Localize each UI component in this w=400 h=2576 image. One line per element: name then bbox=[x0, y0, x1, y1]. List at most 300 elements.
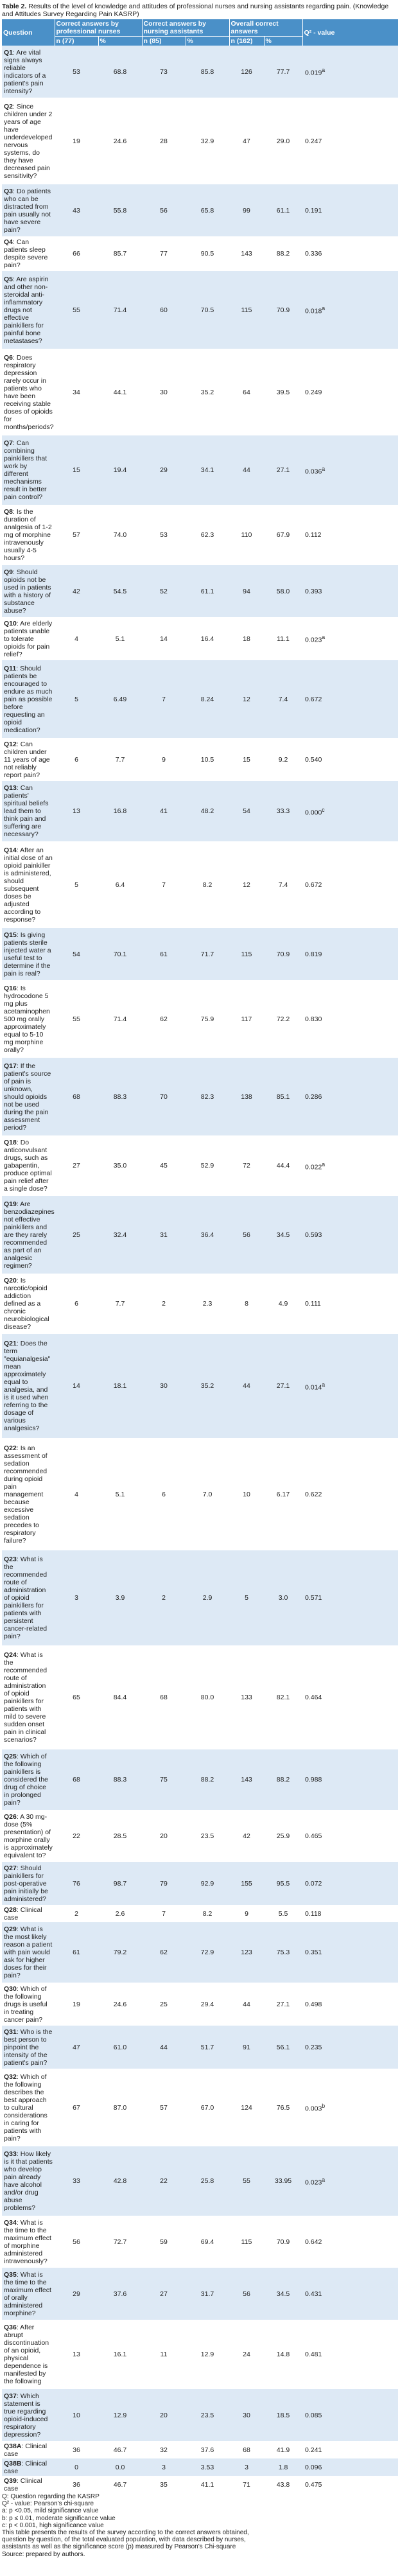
question-text: : Do anticonvulsant drugs, such as gabapentin, produce optimal pain relief after a single dose? bbox=[4, 1139, 52, 1193]
overall-pct-cell: 29.0 bbox=[264, 98, 302, 184]
assistants-n-cell: 2 bbox=[142, 1550, 186, 1645]
nurses-pct-cell: 85.7 bbox=[98, 236, 142, 271]
assistants-n-cell: 30 bbox=[142, 349, 186, 435]
question-id: Q29 bbox=[4, 1925, 17, 1933]
assistants-n-cell: 32 bbox=[142, 2441, 186, 2458]
question-id: Q31 bbox=[4, 2028, 17, 2036]
question-cell bbox=[2, 660, 55, 738]
pvalue-cell bbox=[302, 435, 398, 505]
nurses-n-cell: 36 bbox=[55, 2476, 98, 2493]
overall-pct-cell: 88.2 bbox=[264, 1749, 302, 1810]
table-row bbox=[2, 565, 398, 617]
overall-pct-cell: 7.4 bbox=[264, 660, 302, 738]
question-id: Q1 bbox=[4, 48, 13, 57]
table-row bbox=[2, 1862, 398, 1905]
table-row bbox=[2, 738, 398, 781]
header-pct-overall: % bbox=[264, 37, 302, 46]
question-text: : Can patients' spiritual beliefs lead them to think pain and suffering are necessary? bbox=[4, 784, 49, 838]
question-id: Q10 bbox=[4, 619, 17, 627]
question-cell bbox=[2, 1438, 55, 1550]
nurses-n-cell: 68 bbox=[55, 1749, 98, 1810]
nurses-n-cell: 4 bbox=[55, 617, 98, 660]
nurses-n-cell: 19 bbox=[55, 1983, 98, 2026]
assistants-pct-cell: 62.3 bbox=[186, 505, 229, 565]
question-text: : Clinical case bbox=[4, 2442, 48, 2458]
nurses-pct-cell: 54.5 bbox=[98, 565, 142, 617]
table-row bbox=[2, 184, 398, 236]
assistants-n-cell: 31 bbox=[142, 1196, 186, 1274]
question-id: Q16 bbox=[4, 984, 17, 992]
pvalue-cell bbox=[302, 271, 398, 349]
overall-n-cell: 133 bbox=[229, 1645, 264, 1749]
question-text: : Can children under 11 years of age not reliably report pain? bbox=[4, 740, 50, 779]
assistants-n-cell: 56 bbox=[142, 184, 186, 236]
assistants-pct-cell: 34.1 bbox=[186, 435, 229, 505]
pvalue-cell bbox=[302, 505, 398, 565]
table-header bbox=[2, 19, 398, 46]
question-text: : After abrupt discontinuation of an opioid, physical dependence is manifested by the following bbox=[4, 2324, 49, 2385]
assistants-n-cell: 62 bbox=[142, 1922, 186, 1983]
assistants-pct-cell: 29.4 bbox=[186, 1983, 229, 2026]
pvalue-cell bbox=[302, 2216, 398, 2268]
header-n-nurses: n (77) bbox=[55, 37, 98, 46]
overall-pct-cell: 95.5 bbox=[264, 1862, 302, 1905]
overall-n-cell: 56 bbox=[229, 1196, 264, 1274]
significance-marker: a bbox=[322, 465, 326, 472]
nurses-pct-cell: 7.7 bbox=[98, 738, 142, 781]
nurses-n-cell: 56 bbox=[55, 2216, 98, 2268]
pvalue-cell bbox=[302, 349, 398, 435]
pvalue: 0.072 bbox=[305, 1879, 322, 1888]
nurses-pct-cell: 84.4 bbox=[98, 1645, 142, 1749]
overall-pct-cell: 67.9 bbox=[264, 505, 302, 565]
table-caption bbox=[2, 3, 398, 18]
question-text: : Is hydrocodone 5 mg plus acetaminophen 500 mg orally approximately equal to 5-10 mg morphine orally? bbox=[4, 984, 50, 1054]
nurses-n-cell: 5 bbox=[55, 841, 98, 928]
footnote: Source: prepared by authors. bbox=[2, 2550, 85, 2558]
question-text: : Is the duration of analgesia of 1-2 mg of morphine intravenously usually 4-5 hours? bbox=[4, 508, 52, 562]
table-row bbox=[2, 660, 398, 738]
table-row bbox=[2, 1983, 398, 2026]
pvalue-cell bbox=[302, 2146, 398, 2216]
table-row bbox=[2, 1550, 398, 1645]
question-id: Q25 bbox=[4, 1753, 17, 1760]
question-cell bbox=[2, 980, 55, 1058]
assistants-n-cell: 60 bbox=[142, 271, 186, 349]
question-cell bbox=[2, 781, 55, 841]
pvalue-cell bbox=[302, 2320, 398, 2389]
nurses-n-cell: 55 bbox=[55, 271, 98, 349]
assistants-pct-cell: 92.9 bbox=[186, 1862, 229, 1905]
assistants-n-cell: 68 bbox=[142, 1645, 186, 1749]
overall-pct-cell: 56.1 bbox=[264, 2026, 302, 2069]
footnote: b: p ≤ 0.01, moderate significance value bbox=[2, 2514, 116, 2522]
pvalue: 0.235 bbox=[305, 2043, 322, 2051]
assistants-pct-cell: 31.7 bbox=[186, 2268, 229, 2320]
pvalue-cell bbox=[302, 2389, 398, 2441]
nurses-pct-cell: 87.0 bbox=[98, 2069, 142, 2146]
table-row bbox=[2, 2476, 398, 2493]
pvalue: 0.241 bbox=[305, 2446, 322, 2454]
nurses-n-cell: 5 bbox=[55, 660, 98, 738]
assistants-n-cell: 45 bbox=[142, 1135, 186, 1196]
question-id: Q7 bbox=[4, 439, 13, 447]
overall-n-cell: 9 bbox=[229, 1905, 264, 1922]
question-id: Q35 bbox=[4, 2270, 17, 2279]
nurses-n-cell: 13 bbox=[55, 2320, 98, 2389]
pvalue-cell bbox=[302, 98, 398, 184]
assistants-pct-cell: 90.5 bbox=[186, 236, 229, 271]
overall-n-cell: 12 bbox=[229, 660, 264, 738]
nurses-n-cell: 6 bbox=[55, 738, 98, 781]
pvalue: 0.118 bbox=[305, 1909, 322, 1918]
question-id: Q23 bbox=[4, 1555, 17, 1563]
pvalue: 0.672 bbox=[305, 881, 322, 889]
overall-n-cell: 124 bbox=[229, 2069, 264, 2146]
overall-n-cell: 54 bbox=[229, 781, 264, 841]
nurses-pct-cell: 88.3 bbox=[98, 1058, 142, 1135]
pvalue: 0.023 bbox=[305, 2178, 322, 2187]
question-cell bbox=[2, 1922, 55, 1983]
pvalue-cell bbox=[302, 1058, 398, 1135]
pvalue: 0.481 bbox=[305, 2351, 322, 2358]
pvalue-cell bbox=[302, 781, 398, 841]
pvalue: 0.023 bbox=[305, 636, 322, 644]
question-text: : Clinical case bbox=[4, 2476, 42, 2493]
question-id: Q11 bbox=[4, 664, 17, 672]
nurses-n-cell: 27 bbox=[55, 1135, 98, 1196]
question-cell bbox=[2, 1334, 55, 1438]
pvalue: 0.431 bbox=[305, 2290, 322, 2298]
question-cell bbox=[2, 2476, 55, 2493]
pvalue: 0.336 bbox=[305, 250, 322, 258]
overall-n-cell: 44 bbox=[229, 435, 264, 505]
assistants-n-cell: 22 bbox=[142, 2146, 186, 2216]
assistants-pct-cell: 82.3 bbox=[186, 1058, 229, 1135]
assistants-n-cell: 53 bbox=[142, 505, 186, 565]
overall-n-cell: 3 bbox=[229, 2458, 264, 2476]
pvalue: 0.022 bbox=[305, 1163, 322, 1171]
question-text: : Clinical case bbox=[4, 2459, 48, 2475]
question-text: : Is giving patients sterile injected water a useful test to determine if the pain is real? bbox=[4, 931, 51, 977]
table-row bbox=[2, 1905, 398, 1922]
pvalue: 0.622 bbox=[305, 1490, 322, 1498]
question-text: : Can combining painkillers that work by different mechanisms result in better pain control? bbox=[4, 439, 48, 501]
nurses-pct-cell: 79.2 bbox=[98, 1922, 142, 1983]
overall-n-cell: 56 bbox=[229, 2268, 264, 2320]
nurses-n-cell: 0 bbox=[55, 2458, 98, 2476]
assistants-n-cell: 44 bbox=[142, 2026, 186, 2069]
question-cell bbox=[2, 565, 55, 617]
pvalue-cell bbox=[302, 1862, 398, 1905]
nurses-pct-cell: 98.7 bbox=[98, 1862, 142, 1905]
question-cell bbox=[2, 928, 55, 980]
nurses-pct-cell: 6.49 bbox=[98, 660, 142, 738]
assistants-n-cell: 7 bbox=[142, 841, 186, 928]
question-cell bbox=[2, 2026, 55, 2069]
pvalue: 0.475 bbox=[305, 2480, 322, 2489]
overall-n-cell: 15 bbox=[229, 738, 264, 781]
nurses-pct-cell: 6.4 bbox=[98, 841, 142, 928]
header-n-overall: n (162) bbox=[229, 37, 264, 46]
pvalue-cell bbox=[302, 617, 398, 660]
overall-n-cell: 99 bbox=[229, 184, 264, 236]
pvalue: 0.111 bbox=[305, 1300, 321, 1308]
overall-n-cell: 68 bbox=[229, 2441, 264, 2458]
nurses-pct-cell: 0.0 bbox=[98, 2458, 142, 2476]
overall-n-cell: 24 bbox=[229, 2320, 264, 2389]
overall-pct-cell: 88.2 bbox=[264, 236, 302, 271]
question-id: Q26 bbox=[4, 1812, 17, 1821]
table-row bbox=[2, 781, 398, 841]
pvalue: 0.819 bbox=[305, 950, 322, 958]
assistants-pct-cell: 67.0 bbox=[186, 2069, 229, 2146]
assistants-n-cell: 20 bbox=[142, 1810, 186, 1862]
question-cell bbox=[2, 1135, 55, 1196]
overall-n-cell: 47 bbox=[229, 98, 264, 184]
assistants-pct-cell: 8.2 bbox=[186, 841, 229, 928]
nurses-n-cell: 67 bbox=[55, 2069, 98, 2146]
pvalue-cell bbox=[302, 1196, 398, 1274]
question-text: : What is the time to the maximum effect of morphine administered intravenously? bbox=[4, 2218, 51, 2265]
question-id: Q9 bbox=[4, 568, 13, 576]
question-text: : Can patients sleep despite severe pain? bbox=[4, 238, 48, 269]
nurses-pct-cell: 70.1 bbox=[98, 928, 142, 980]
question-text: : Who is the best person to pinpoint the intensity of the patient's pain? bbox=[4, 2028, 53, 2067]
table-row bbox=[2, 2441, 398, 2458]
question-cell bbox=[2, 1905, 55, 1922]
pvalue: 0.286 bbox=[305, 1092, 322, 1101]
question-text: : Are vital signs always reliable indicators of a patient's pain intensity? bbox=[4, 48, 46, 95]
nurses-n-cell: 54 bbox=[55, 928, 98, 980]
assistants-pct-cell: 32.9 bbox=[186, 98, 229, 184]
table-row bbox=[2, 980, 398, 1058]
assistants-pct-cell: 12.9 bbox=[186, 2320, 229, 2389]
question-cell bbox=[2, 2146, 55, 2216]
nurses-n-cell: 4 bbox=[55, 1438, 98, 1550]
table-row bbox=[2, 1438, 398, 1550]
header-overall: Overall correct answers bbox=[229, 19, 302, 37]
table-row bbox=[2, 98, 398, 184]
table-row bbox=[2, 1196, 398, 1274]
table-body bbox=[2, 46, 398, 2493]
overall-n-cell: 138 bbox=[229, 1058, 264, 1135]
nurses-n-cell: 6 bbox=[55, 1274, 98, 1334]
nurses-pct-cell: 7.7 bbox=[98, 1274, 142, 1334]
pvalue: 0.498 bbox=[305, 2000, 322, 2008]
table-row bbox=[2, 2026, 398, 2069]
table-row bbox=[2, 841, 398, 928]
header-assistants: Correct answers by nursing assistants bbox=[142, 19, 229, 37]
question-cell bbox=[2, 271, 55, 349]
assistants-n-cell: 14 bbox=[142, 617, 186, 660]
overall-pct-cell: 14.8 bbox=[264, 2320, 302, 2389]
assistants-n-cell: 7 bbox=[142, 660, 186, 738]
question-id: Q36 bbox=[4, 2324, 17, 2331]
overall-n-cell: 30 bbox=[229, 2389, 264, 2441]
pvalue: 0.249 bbox=[305, 388, 322, 396]
table-row bbox=[2, 2146, 398, 2216]
pvalue-cell bbox=[302, 1905, 398, 1922]
question-id: Q15 bbox=[4, 931, 17, 939]
overall-pct-cell: 70.9 bbox=[264, 2216, 302, 2268]
significance-marker: a bbox=[322, 634, 326, 641]
overall-n-cell: 115 bbox=[229, 928, 264, 980]
question-text: : Should painkillers for post-operative pain initially be administered? bbox=[4, 1864, 48, 1903]
assistants-n-cell: 75 bbox=[142, 1749, 186, 1810]
assistants-n-cell: 79 bbox=[142, 1862, 186, 1905]
pvalue-cell bbox=[302, 236, 398, 271]
overall-n-cell: 94 bbox=[229, 565, 264, 617]
question-text: : Are benzodiazepines not effective painkillers and are they rarely recommended as part of an analgesic regimen? bbox=[4, 1200, 55, 1270]
assistants-pct-cell: 85.8 bbox=[186, 46, 229, 98]
assistants-pct-cell: 7.0 bbox=[186, 1438, 229, 1550]
assistants-n-cell: 52 bbox=[142, 565, 186, 617]
pvalue-cell bbox=[302, 1334, 398, 1438]
nurses-n-cell: 29 bbox=[55, 2268, 98, 2320]
overall-n-cell: 71 bbox=[229, 2476, 264, 2493]
assistants-n-cell: 30 bbox=[142, 1334, 186, 1438]
pvalue-cell bbox=[302, 184, 398, 236]
question-id: Q24 bbox=[4, 1651, 17, 1659]
assistants-pct-cell: 65.8 bbox=[186, 184, 229, 236]
question-text: : A 30 mg- dose (5% presentation) of morphine orally is approximately equivalent to? bbox=[4, 1812, 53, 1859]
question-id: Q38B bbox=[4, 2459, 22, 2467]
question-text: : Are elderly patients unable to tolerate opioids for pain relief? bbox=[4, 619, 53, 658]
question-id: Q4 bbox=[4, 238, 13, 246]
assistants-pct-cell: 23.5 bbox=[186, 1810, 229, 1862]
table-footnotes bbox=[2, 2493, 398, 2558]
nurses-pct-cell: 24.6 bbox=[98, 1983, 142, 2026]
overall-n-cell: 115 bbox=[229, 271, 264, 349]
overall-n-cell: 110 bbox=[229, 505, 264, 565]
nurses-pct-cell: 68.8 bbox=[98, 46, 142, 98]
pvalue-cell bbox=[302, 1983, 398, 2026]
pvalue: 0.464 bbox=[305, 1694, 322, 1701]
question-text: : What is the recommended route of administration of opioid painkillers for patients with persistent cancer-related pain? bbox=[4, 1555, 48, 1640]
pvalue-cell bbox=[302, 1274, 398, 1334]
overall-pct-cell: 70.9 bbox=[264, 928, 302, 980]
assistants-n-cell: 27 bbox=[142, 2268, 186, 2320]
assistants-n-cell: 41 bbox=[142, 781, 186, 841]
assistants-pct-cell: 2.3 bbox=[186, 1274, 229, 1334]
question-cell bbox=[2, 738, 55, 781]
assistants-pct-cell: 3.53 bbox=[186, 2458, 229, 2476]
question-cell bbox=[2, 1862, 55, 1905]
pvalue: 0.672 bbox=[305, 695, 322, 703]
assistants-pct-cell: 23.5 bbox=[186, 2389, 229, 2441]
question-cell bbox=[2, 2320, 55, 2389]
nurses-n-cell: 65 bbox=[55, 1645, 98, 1749]
question-text: : Should patients be encouraged to endure as much pain as possible before requesting an opioid medication? bbox=[4, 664, 53, 734]
question-text: : What is the recommended route of administration of opioid painkillers for patients with mild to severe sudden onset pain in clinical scenarios? bbox=[4, 1651, 48, 1744]
overall-pct-cell: 34.5 bbox=[264, 1196, 302, 1274]
pvalue: 0.540 bbox=[305, 755, 322, 764]
question-text: : Which of the following describes the best approach to cultural considerations in caring for patients with pain? bbox=[4, 2072, 48, 2142]
assistants-n-cell: 7 bbox=[142, 1905, 186, 1922]
nurses-pct-cell: 19.4 bbox=[98, 435, 142, 505]
question-cell bbox=[2, 2389, 55, 2441]
overall-n-cell: 117 bbox=[229, 980, 264, 1058]
pvalue: 0.351 bbox=[305, 1949, 322, 1956]
question-text: : Which of the following painkillers is considered the drug of choice in prolonged pain? bbox=[4, 1753, 48, 1807]
table-row bbox=[2, 1135, 398, 1196]
overall-pct-cell: 72.2 bbox=[264, 980, 302, 1058]
assistants-n-cell: 25 bbox=[142, 1983, 186, 2026]
nurses-n-cell: 66 bbox=[55, 236, 98, 271]
question-text: : Does the term "equianalgesia" mean approximately equal to analgesia, and is it used when referring to the dosage of various analgesics? bbox=[4, 1340, 51, 1432]
assistants-n-cell: 35 bbox=[142, 2476, 186, 2493]
question-cell bbox=[2, 435, 55, 505]
pvalue: 0.191 bbox=[305, 206, 322, 215]
nurses-pct-cell: 12.9 bbox=[98, 2389, 142, 2441]
overall-n-cell: 126 bbox=[229, 46, 264, 98]
nurses-n-cell: 25 bbox=[55, 1196, 98, 1274]
nurses-n-cell: 2 bbox=[55, 1905, 98, 1922]
table-row bbox=[2, 1274, 398, 1334]
assistants-pct-cell: 35.2 bbox=[186, 349, 229, 435]
question-cell bbox=[2, 505, 55, 565]
question-text: : Which statement is true regarding opioid-induced respiratory depression? bbox=[4, 2392, 48, 2439]
nurses-n-cell: 47 bbox=[55, 2026, 98, 2069]
overall-pct-cell: 70.9 bbox=[264, 271, 302, 349]
footnote: question by question, of the total evaluated population, with data described by nurses, bbox=[2, 2536, 246, 2544]
nurses-n-cell: 36 bbox=[55, 2441, 98, 2458]
overall-n-cell: 155 bbox=[229, 1862, 264, 1905]
question-text: : Clinical case bbox=[4, 1906, 42, 1922]
question-id: Q3 bbox=[4, 187, 13, 195]
footnote: Q² - value: Pearson's chi-square bbox=[2, 2500, 94, 2508]
question-id: Q27 bbox=[4, 1864, 17, 1872]
pvalue: 0.096 bbox=[305, 2463, 322, 2471]
overall-pct-cell: 27.1 bbox=[264, 435, 302, 505]
table-row bbox=[2, 2069, 398, 2146]
nurses-n-cell: 3 bbox=[55, 1550, 98, 1645]
header-pct-assistants: % bbox=[186, 37, 229, 46]
assistants-n-cell: 59 bbox=[142, 2216, 186, 2268]
significance-marker: c bbox=[322, 806, 325, 813]
header-pct-nurses: % bbox=[98, 37, 142, 46]
overall-pct-cell: 11.1 bbox=[264, 617, 302, 660]
question-cell bbox=[2, 2268, 55, 2320]
table-row bbox=[2, 349, 398, 435]
question-text: : Which of the following drugs is useful in treating cancer pain? bbox=[4, 1985, 48, 2024]
caption-text: Results of the level of knowledge and attitudes of professional nurses and nursing assistants regarding pain. (Knowledge and Attitudes Survey Regarding Pain KASRP) bbox=[2, 3, 389, 18]
overall-n-cell: 64 bbox=[229, 349, 264, 435]
question-id: Q34 bbox=[4, 2218, 17, 2227]
overall-n-cell: 115 bbox=[229, 2216, 264, 2268]
question-cell bbox=[2, 2441, 55, 2458]
overall-pct-cell: 33.3 bbox=[264, 781, 302, 841]
nurses-pct-cell: 35.0 bbox=[98, 1135, 142, 1196]
overall-pct-cell: 33.95 bbox=[264, 2146, 302, 2216]
pvalue-cell bbox=[302, 1550, 398, 1645]
nurses-pct-cell: 16.8 bbox=[98, 781, 142, 841]
nurses-n-cell: 68 bbox=[55, 1058, 98, 1135]
overall-pct-cell: 5.5 bbox=[264, 1905, 302, 1922]
header-nurses: Correct answers by professional nurses bbox=[55, 19, 142, 37]
nurses-pct-cell: 18.1 bbox=[98, 1334, 142, 1438]
assistants-n-cell: 28 bbox=[142, 98, 186, 184]
table-row bbox=[2, 505, 398, 565]
pvalue: 0.085 bbox=[305, 2411, 322, 2419]
overall-n-cell: 72 bbox=[229, 1135, 264, 1196]
question-id: Q2 bbox=[4, 102, 13, 110]
pvalue-cell bbox=[302, 1645, 398, 1749]
header-n-assistants: n (85) bbox=[142, 37, 186, 46]
nurses-n-cell: 14 bbox=[55, 1334, 98, 1438]
overall-pct-cell: 85.1 bbox=[264, 1058, 302, 1135]
